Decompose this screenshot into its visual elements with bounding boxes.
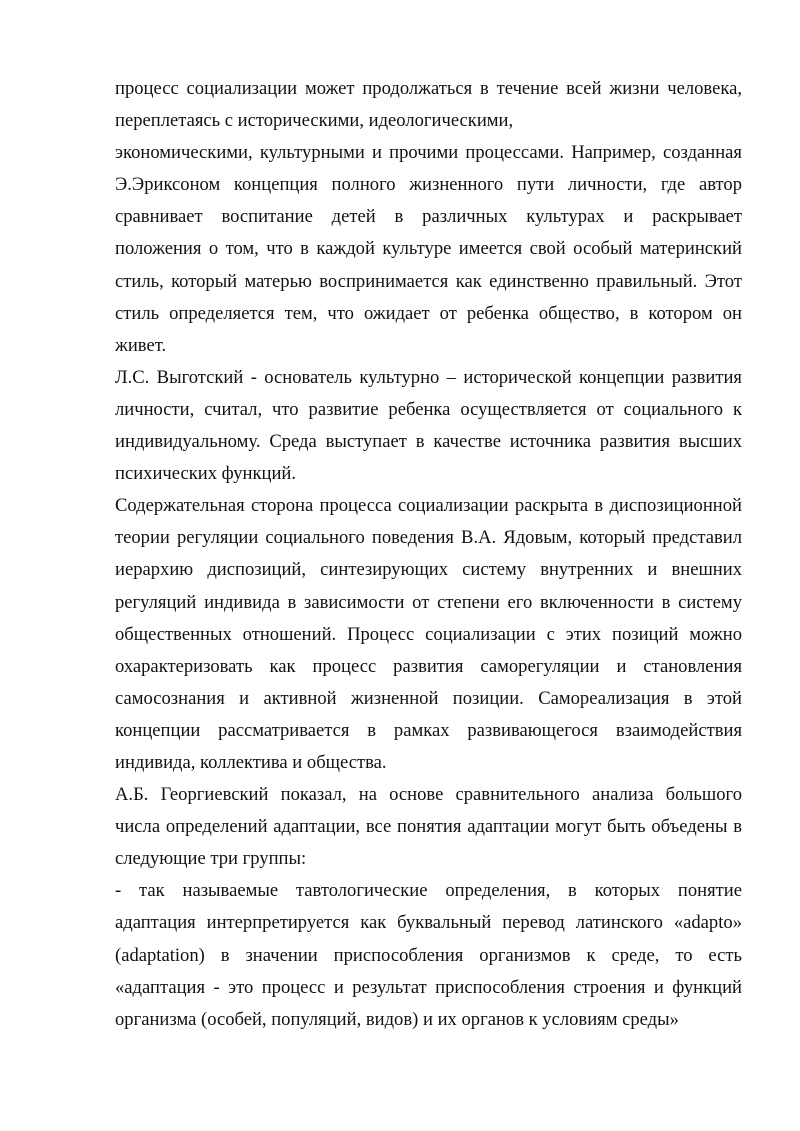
text-line: стиль, который матерью воспринимается как единственно правильный. Этот <box>115 270 742 292</box>
text-line: следующие три группы: <box>115 848 307 870</box>
text-line: процесс социализации может продолжаться в течение всей жизни человека, <box>115 78 742 99</box>
text-line: индивида, коллектива и общества. <box>115 751 387 773</box>
text-line: Содержательная сторона процесса социализации раскрыта в диспозиционной <box>115 495 742 517</box>
text-line: переплетаясь с историческими, идеологическими, <box>115 110 514 132</box>
text-line: Э.Эриксоном концепция полного жизненного пути личности, где автор <box>115 174 742 196</box>
text-line: стиль определяется тем, что ожидает от ребенка общество, в котором он <box>115 302 742 324</box>
text-line: концепции рассматривается в рамках развивающегося взаимодействия <box>115 719 742 741</box>
text-line: иерархию диспозиций, синтезирующих систему внутренних и внешних <box>115 559 742 581</box>
text-line: числа определений адаптации, все понятия адаптации могут быть объедены в <box>115 816 742 838</box>
text-line: индивидуальному. Среда выступает в качестве источника развития высших <box>115 431 742 453</box>
body-text <box>115 73 742 1036</box>
text-line: Л.С. Выготский - основатель культурно – исторической концепции развития <box>115 366 742 388</box>
text-line: регуляций индивида в зависимости от степени его включенности в систему <box>115 591 742 613</box>
text-line: общественных отношений. Процесс социализации с этих позиций можно <box>115 623 742 645</box>
text-line: психических функций. <box>115 463 297 485</box>
text-line: - так называемые тавтологические определения, в которых понятие <box>115 880 742 902</box>
text-line: личности, считал, что развитие ребенка осуществляется от социального к <box>115 398 742 420</box>
text-line: организма (особей, популяций, видов) и их органов к условиям среды» <box>115 1008 679 1030</box>
text-line: сравнивает воспитание детей в различных культурах и раскрывает <box>115 206 742 228</box>
text-line: «адаптация - это процесс и результат приспособления строения и функций <box>115 976 742 998</box>
text-line: А.Б. Георгиевский показал, на основе сравнительного анализа большого <box>115 784 742 806</box>
text-line: экономическими, культурными и прочими процессами. Например, созданная <box>115 142 742 164</box>
text-line: самосознания и активной жизненной позиции. Самореализация в этой <box>115 687 742 709</box>
text-line: адаптация интерпретируется как буквальный перевод латинского «adapto» <box>115 912 742 934</box>
text-line: положения о том, что в каждой культуре имеется свой особый материнский <box>115 238 742 260</box>
text-line: живет. <box>115 334 167 356</box>
text-line: теории регуляции социального поведения В.А. Ядовым, который представил <box>115 527 742 549</box>
text-line: охарактеризовать как процесс развития саморегуляции и становления <box>115 655 742 677</box>
text-line: (adaptation) в значении приспособления организмов к среде, то есть <box>115 944 742 966</box>
